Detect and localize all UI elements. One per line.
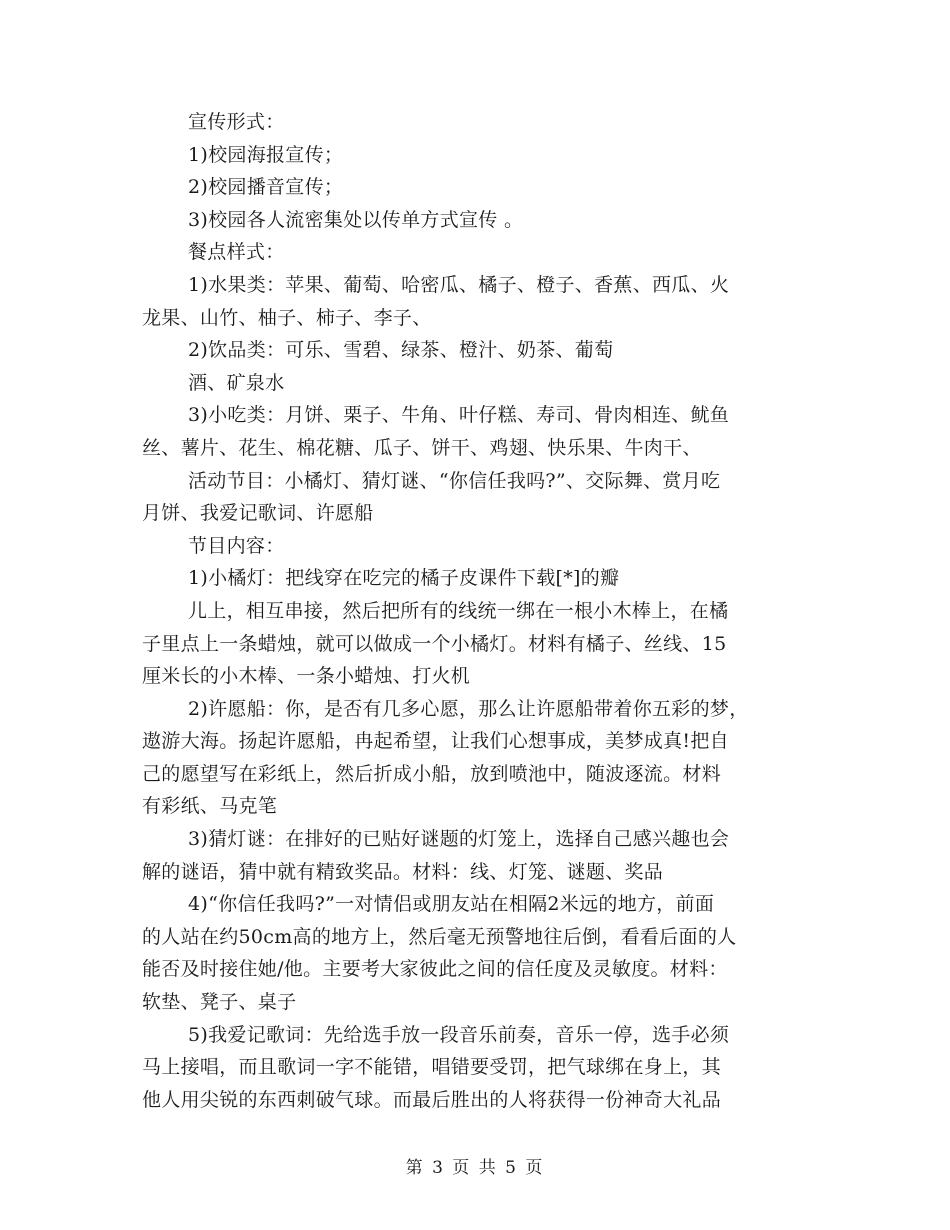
text-line: 遨游大海。扬起许愿船，冉起希望，让我们心想事成，美梦成真!把自 [142,730,729,753]
text-line: 3)猜灯谜：在排好的已贴好谜题的灯笼上，选择自己感兴趣也会 [188,828,730,851]
text-line: 龙果、山竹、柚子、柿子、李子、 [142,306,432,329]
text-line: 软垫、凳子、桌子 [142,991,297,1014]
text-line: 2)校园播音宣传； [188,176,344,199]
text-line: 的人站在约50cm高的地方上，然后毫无预警地往后倒，看看后面的人 [142,925,737,948]
text-line: 2)饮品类：可乐、雪碧、绿茶、橙汁、奶茶、葡萄 [188,339,614,362]
text-line: 1)水果类：苹果、葡萄、哈密瓜、橘子、橙子、香蕉、西瓜、火 [188,273,730,296]
text-line: 宣传形式： [188,111,285,133]
text-line: 3)小吃类：月饼、栗子、牛角、叶仔糕、寿司、骨肉相连、鱿鱼 [188,404,730,427]
page-footer: 第 3 页 共 5 页 [405,1158,545,1178]
text-line: 节目内容： [188,534,285,557]
text-line: 子里点上一条蜡烛，就可以做成一个小橘灯。材料有橘子、丝线、15 [142,632,727,655]
text-line: 儿上，相互串接，然后把所有的线统一绑在一根小木棒上，在橘 [188,599,729,622]
document-body [142,106,810,1116]
text-line: 1)小橘灯：把线穿在吃完的橘子皮课件下载[*]的瓣 [188,567,620,590]
text-line: 酒、矿泉水 [188,371,285,394]
text-line: 4)“你信任我吗?”一对情侣或朋友站在相隔2米远的地方，前面 [188,893,715,916]
text-line: 1)校园海报宣传； [188,143,344,166]
text-line: 己的愿望写在彩纸上，然后折成小船，放到喷池中，随波逐流。材料 [142,762,722,785]
text-line: 5)我爱记歌词：先给选手放一段音乐前奏，音乐一停，选手必须 [188,1023,730,1046]
text-line: 活动节目：小橘灯、猜灯谜、“你信任我吗?”、交际舞、赏月吃 [188,469,721,492]
text-line: 餐点样式： [188,241,285,264]
text-line: 厘米长的小木棒、一条小蜡烛、打火机 [142,665,471,688]
text-line: 解的谜语，猜中就有精致奖品。材料：线、灯笼、谜题、奖品 [142,860,664,883]
text-line: 2)许愿船：你，是否有几多心愿，那么让许愿船带着你五彩的梦， [188,697,749,720]
text-line: 能否及时接住她/他。主要考大家彼此之间的信任度及灵敏度。材料： [142,958,728,981]
text-line: 月饼、我爱记歌词、许愿船 [142,502,374,525]
text-line: 丝、薯片、花生、棉花糖、瓜子、饼干、鸡翅、快乐果、牛肉干、 [142,436,702,459]
text-line: 有彩纸、马克笔 [142,795,278,818]
text-line: 马上接唱，而且歌词一字不能错，唱错要受罚，把气球绑在身上，其 [142,1056,722,1079]
text-line: 3)校园各人流密集处以传单方式宣传 。 [188,208,524,231]
text-line: 他人用尖锐的东西刺破气球。而最后胜出的人将获得一份神奇大礼品 [142,1088,722,1111]
